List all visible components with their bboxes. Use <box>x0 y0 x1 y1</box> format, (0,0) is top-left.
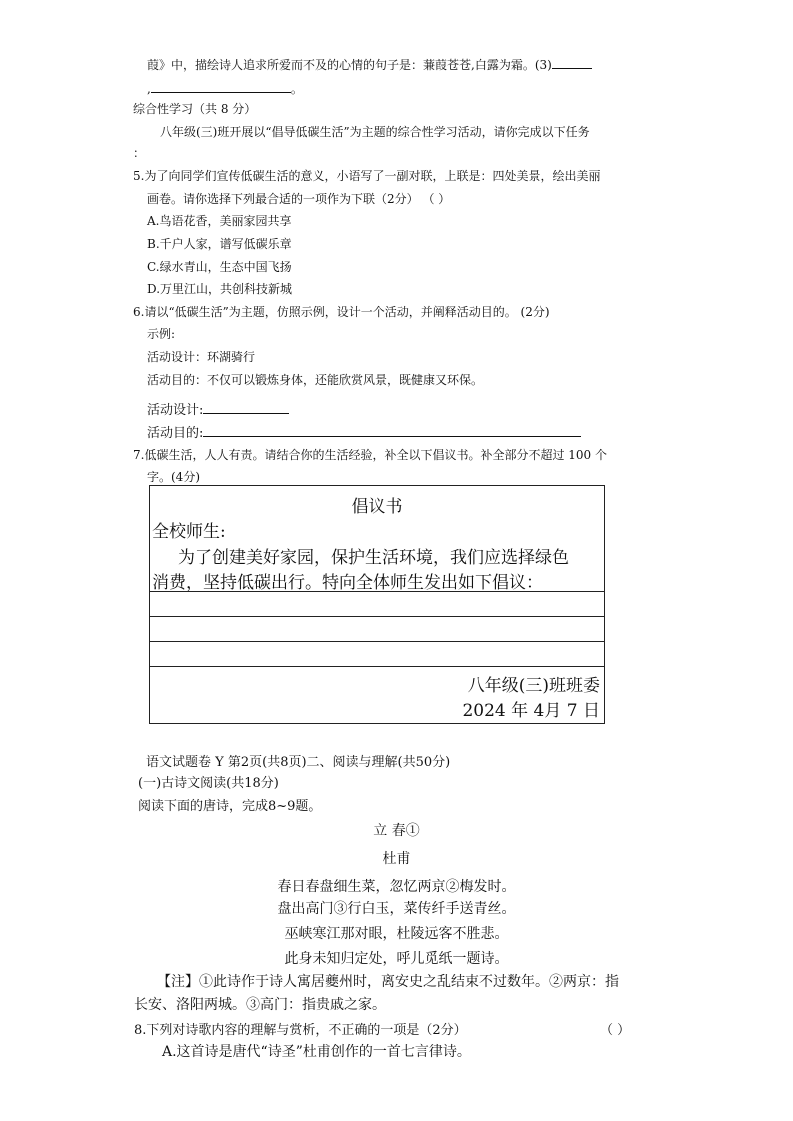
proposal-body-line2: 消费，坚持低碳出行。特向全体师生发出如下倡议： <box>152 573 543 593</box>
poem-author: 杜甫 <box>382 851 411 867</box>
q6-answer-design-label: 活动设计: <box>147 403 204 418</box>
proposal-write-line[interactable] <box>150 616 604 617</box>
proposal-salutation: 全校师生: <box>152 522 226 542</box>
q5-option-d: D.万里江山，共创科技新城 <box>147 282 293 296</box>
proposal-signature: 八年级(三)班班委 <box>467 676 600 696</box>
poem-line: 巫峡寒江那对眼，杜陵远客不胜悲。 <box>284 926 509 942</box>
poem-note-line1: 【注】①此诗作于诗人寓居夔州时，离安史之乱结束不过数年。②两京：指 <box>157 974 619 990</box>
q8-option-a: A.这首诗是唐代“诗圣”杜甫创作的一首七言律诗。 <box>162 1044 471 1060</box>
proposal-box <box>149 485 605 724</box>
proposal-write-line[interactable] <box>150 641 604 642</box>
q6-example-design: 活动设计：环湖骑行 <box>147 350 256 364</box>
q8-stem: 8.下列对诗歌内容的理解与赏析，不正确的一项是（2分） <box>134 1023 467 1038</box>
section-intro-line1: 八年级(三)班开展以“倡导低碳生活”为主题的综合性学习活动，请你完成以下任务 <box>160 125 590 139</box>
section-title: 综合性学习（共 8 分） <box>133 102 257 116</box>
q5-stem-line1: 5.为了向同学们宣传低碳生活的意义，小语写了一副对联，上联是：四处美景，绘出美丽 <box>133 169 601 183</box>
reading-instruction: 阅读下面的唐诗，完成8~9题。 <box>138 799 322 814</box>
answer-blank[interactable] <box>552 54 592 69</box>
q5-option-b: B.千户人家，谱写低碳乐章 <box>147 237 292 251</box>
q6-example-purpose: 活动目的：不仅可以锻炼身体，还能欣赏风景，既健康又环保。 <box>147 373 484 387</box>
prev-question-period: 。 <box>290 82 303 96</box>
subsection-title: (一)古诗文阅读(共18分) <box>138 776 279 791</box>
q6-example-label: 示例: <box>147 327 176 341</box>
prev-question-line1 <box>147 54 592 73</box>
q6-answer-purpose-label: 活动目的: <box>147 426 204 441</box>
poem-line: 春日春盘细生菜，忽忆两京②梅发时。 <box>277 879 516 895</box>
proposal-write-line[interactable] <box>150 666 604 667</box>
q7-stem-line1: 7.低碳生活，人人有责。请结合你的生活经验，补全以下倡议书。补全部分不超过 100 个 <box>133 448 607 462</box>
section-intro-line2: ： <box>133 146 146 160</box>
q5-option-c: C.绿水青山，生态中国飞扬 <box>147 260 292 274</box>
proposal-date: 2024 年 4月 7 日 <box>462 701 600 721</box>
q5-stem-line2: 画卷。请你选择下列最合适的一项作为下联（2分） （ ） <box>147 192 451 206</box>
proposal-body-line1: 为了创建美好家园，保护生活环境，我们应选择绿色 <box>178 548 569 568</box>
page-footer-section-heading: 语文试题卷 Y 第2页(共8页)二、阅读与理解(共50分) <box>146 755 451 770</box>
q6-stem: 6.请以“低碳生活”为主题，仿照示例，设计一个活动，并阐释活动目的。 (2分) <box>133 305 550 319</box>
q8-answer-bracket[interactable]: （ ） <box>600 1023 631 1038</box>
proposal-title: 倡议书 <box>351 497 403 517</box>
poem-note-line2: 长安、洛阳两城。③高门：指贵戚之家。 <box>134 997 386 1013</box>
poem-title: 立 春① <box>373 823 420 839</box>
q7-stem-line2: 字。(4分) <box>147 470 200 484</box>
design-answer-blank[interactable] <box>203 399 289 414</box>
purpose-answer-blank[interactable] <box>203 422 581 437</box>
q6-answer-design <box>147 399 289 418</box>
proposal-divider <box>150 591 604 592</box>
q6-answer-purpose <box>147 422 581 441</box>
poem-line: 盘出高门③行白玉，菜传纤手送青丝。 <box>277 901 516 917</box>
answer-blank[interactable] <box>151 78 291 93</box>
q5-option-a: A.鸟语花香，美丽家园共享 <box>147 214 292 228</box>
prev-question-comma: , <box>147 82 151 96</box>
poem-line: 此身未知归定处，呼儿觅纸一题诗。 <box>284 951 509 967</box>
prev-question-line2 <box>147 78 303 97</box>
prev-question-text: 葭》中，描绘诗人追求所爱而不及的心情的句子是：蒹葭苍苍,白露为霜。(3) <box>147 58 552 72</box>
